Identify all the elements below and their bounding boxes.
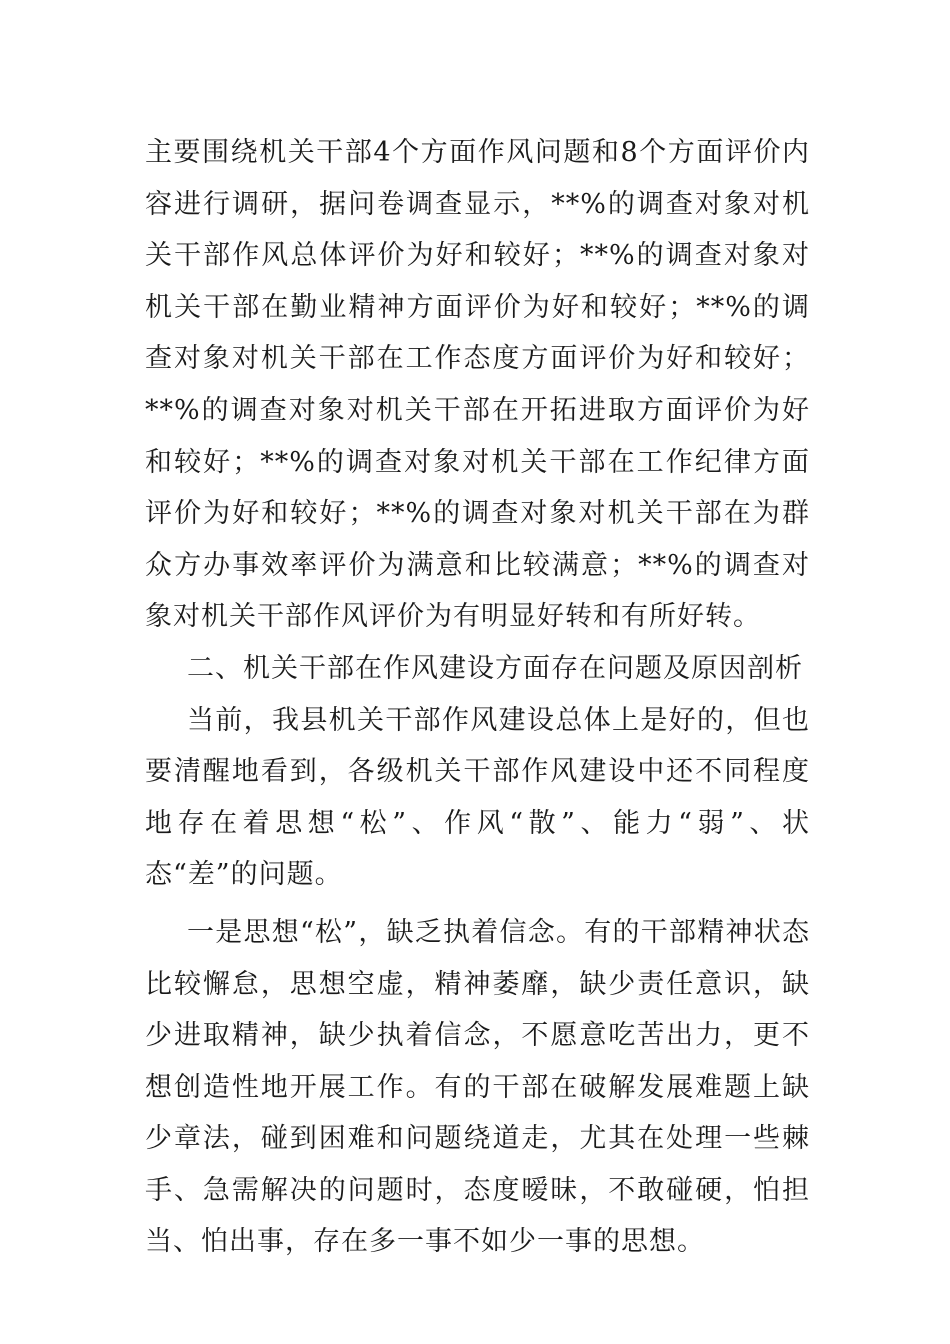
section-heading: 二、机关干部在作风建设方面存在问题及原因剖析 (187, 652, 803, 684)
survey-results-paragraph: 主要围绕机关干部4个方面作风问题和8个方面评价内容进行调研，据问卷调查显示，**%的调查对象对机关干部作风总体评价为好和较好；**%的调查对象对机关干部在勤业精神方面评价为好和较好；**%的调查对象对机关干部在工作态度方面评价为好和较好；**%的调查对象对机关干部在开拓进取方面评价为好和较好；**%的调查对象对机关干部在工作纪律方面评价为好和较好；**%的调查对象对机关干部在为群众方办事效率评价为满意和比较满意；**%的调查对象对机关干部作风评价为有明显好转和有所好转。 (145, 137, 810, 633)
overview-paragraph: 当前，我县机关干部作风建设总体上是好的，但也要清醒地看到，各级机关干部作风建设中还不同程度地存在着思想“松”、作风“散”、能力“弱”、状态“差”的问题。 (145, 704, 810, 891)
issue-one-paragraph: 一是思想“松”，缺乏执着信念。有的干部精神状态比较懈怠，思想空虚，精神萎靡，缺少责任意识，缺少进取精神，缺少执着信念，不愿意吃苦出力，更不想创造性地开展工作。有的干部在破解发展难题上缺少章法，碰到困难和问题绕道走，尤其在处理一些棘手、急需解决的问题时，态度暧昧，不敢碰硬，怕担当、怕出事，存在多一事不如少一事的思想。 (145, 916, 810, 1258)
document-body (145, 127, 810, 1268)
